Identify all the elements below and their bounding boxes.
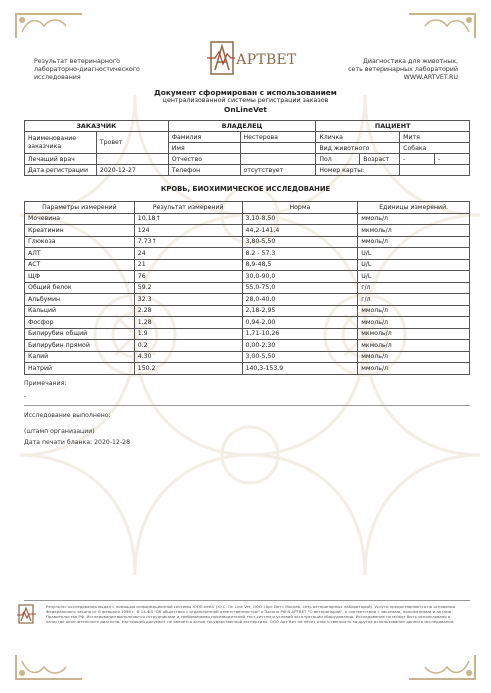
cell-unit: U/L	[358, 259, 470, 271]
cell-unit: ммоль/л	[358, 236, 470, 248]
surname-label: Фамилия	[168, 132, 240, 143]
cell-unit: ммоль/л	[358, 351, 470, 363]
header-left-caption	[34, 58, 174, 82]
name-value	[240, 143, 316, 154]
header-left-line: Результат ветеринарного	[34, 58, 120, 65]
system-brand: OnLineVet	[224, 105, 267, 114]
customer-name-value: Тровет	[96, 132, 168, 154]
customer-header: ЗАКАЗЧИК	[25, 121, 169, 132]
cell-result: 59.2	[134, 282, 242, 294]
corner-ornament-bottom-left	[14, 653, 84, 681]
cell-result: 124	[134, 225, 242, 237]
cell-unit: ммоль/л	[358, 363, 470, 375]
cell-param: Общий белок	[25, 282, 135, 294]
cell-param: АСТ	[25, 259, 135, 271]
owner-header: ВЛАДЕЛЕЦ	[168, 121, 316, 132]
cell-param: АЛТ	[25, 248, 135, 260]
cell-result: 7.73↑	[134, 236, 242, 248]
nickname-label: Кличка	[316, 132, 400, 143]
cell-norm: 1,71-10,26	[242, 328, 358, 340]
cell-param: Мочевина	[25, 213, 135, 225]
header-right-caption	[318, 58, 458, 82]
cell-result: 0.2	[134, 340, 242, 352]
results-table	[24, 201, 470, 375]
cell-norm: 3,10-8,50	[242, 213, 358, 225]
table-row	[25, 340, 470, 352]
cell-norm: 8,9-48,5	[242, 259, 358, 271]
nickname-value: Митя	[400, 132, 470, 143]
cell-unit: мкмоль/л	[358, 340, 470, 352]
cell-norm: 2,18-2,95	[242, 305, 358, 317]
cell-unit: U/L	[358, 248, 470, 260]
cell-norm: 28,0-40,0	[242, 294, 358, 306]
footer-logo-icon	[16, 603, 40, 625]
species-value: Собака	[400, 143, 470, 154]
cell-result: 2.28	[134, 305, 242, 317]
reg-date-value: 2020-12-27	[96, 165, 168, 176]
logo-wordmark: АРТВЕТ	[236, 52, 297, 68]
cell-result: 76	[134, 271, 242, 283]
cell-result: 32.3	[134, 294, 242, 306]
cell-param: Натрий	[25, 363, 135, 375]
reg-date-label: Дата регистрации	[25, 165, 97, 176]
table-row	[25, 248, 470, 260]
cell-param: Калий	[25, 351, 135, 363]
table-row	[25, 236, 470, 248]
card-label: Номер карты:	[316, 165, 400, 176]
table-row	[25, 328, 470, 340]
table-row	[25, 305, 470, 317]
table-row	[25, 317, 470, 329]
cell-norm: 8.2 - 57.3	[242, 248, 358, 260]
results-body	[25, 213, 470, 374]
surname-value: Нестерова	[240, 132, 316, 143]
cell-norm: 140,3-153,9	[242, 363, 358, 375]
card-value	[400, 165, 470, 176]
cell-unit: г/л	[358, 294, 470, 306]
cell-param: ЩФ	[25, 271, 135, 283]
column-header: Параметры измерений	[25, 202, 135, 214]
corner-ornament-bottom-right	[407, 653, 477, 681]
divider	[24, 405, 470, 406]
phone-label: Телефон	[168, 165, 240, 176]
remarks-value: -	[24, 393, 27, 400]
header-left-line: лабораторно-диагностического	[34, 66, 140, 73]
table-row	[25, 363, 470, 375]
cell-norm: 30,0-90,0	[242, 271, 358, 283]
cell-unit: ммоль/л	[358, 317, 470, 329]
table-row	[25, 259, 470, 271]
footer-divider	[24, 600, 470, 601]
column-header: Норма	[242, 202, 358, 214]
cell-param: Глюкоза	[25, 236, 135, 248]
cell-result: 150.2	[134, 363, 242, 375]
cell-param: Билирубин общий	[25, 328, 135, 340]
cell-result: 4.30	[134, 351, 242, 363]
sex-label: Пол	[316, 154, 360, 165]
cell-result: 1.9	[134, 328, 242, 340]
print-date: Дата печати бланка: 2020-12-28	[24, 439, 131, 446]
patronymic-value	[240, 154, 316, 165]
cell-norm: 0,00-2,30	[242, 340, 358, 352]
document-title: Документ сформирован с использованием	[154, 88, 337, 97]
cell-result: 21	[134, 259, 242, 271]
cell-unit: мкмоль/л	[358, 328, 470, 340]
table-row	[25, 351, 470, 363]
website-link[interactable]: WWW.ARTVET.RU	[403, 74, 458, 81]
document-subtitle: централизованной системы регистрации заказов	[162, 97, 329, 104]
remarks-label: Примечания:	[24, 380, 67, 387]
table-row	[25, 294, 470, 306]
cell-norm: 44,2-141,4	[242, 225, 358, 237]
table-row	[25, 213, 470, 225]
sex-value: -	[400, 154, 435, 165]
header-right-line: Диагностика для животных,	[362, 58, 458, 65]
cell-norm: 3,00-5,50	[242, 351, 358, 363]
species-label: Вид животного	[316, 143, 400, 154]
customer-name-label: Наименование заказчика	[25, 132, 97, 154]
stamp-label: (штамп организации)	[24, 428, 95, 435]
done-label: Исследование выполнено:	[24, 412, 111, 419]
cell-norm: 55,0-75,0	[242, 282, 358, 294]
patient-header: ПАЦИЕНТ	[316, 121, 470, 132]
cell-norm: 3,80-5,50	[242, 236, 358, 248]
header-left-line: исследования	[34, 74, 81, 81]
patronymic-label: Отчество	[168, 154, 240, 165]
age-value: -	[435, 154, 470, 165]
cell-unit: мкмоль/л	[358, 225, 470, 237]
column-header: Единицы измерений.	[358, 202, 470, 214]
footer-disclaimer: Результат исследования выдан с помощью информационной системы ЮЛЛ.netLV (Ю.С. On Line Vet, ООО «Арт Вет» Москва, сеть ветеринарных лабораторий). Услуги предоставляются на основании Федерального закона от 8 февраля 1998 г. N 14-ФЗ "Об обществах с ограниченной ответственностью" и Закона РФ N АРТВЕТ "О ветеринарии", в соответствии с законами, положениями и актами Правительства РФ. Исследования выполняются сотрудниками и требованиями производителей тест-систем и условий эксплуатации оборудования. Исследование не может быть использовано в качестве окончательного диагноза. Настоящий документ не является актом государственной экспертизы. ООО Арт Вет не несет ответственность за другое использование данного исследования.	[46, 604, 456, 624]
cell-param: Фосфор	[25, 317, 135, 329]
cell-result: 24	[134, 248, 242, 260]
cell-norm: 0,94-2,00	[242, 317, 358, 329]
cell-result: 1.28	[134, 317, 242, 329]
cell-unit: ммоль/л	[358, 213, 470, 225]
header-right-line: сеть ветеринарных лабораторий	[348, 66, 458, 73]
order-info-table	[24, 120, 470, 176]
age-label: Возраст	[360, 154, 400, 165]
cell-result: 10.18↑	[134, 213, 242, 225]
doctor-label: Лечащий врач	[25, 154, 97, 165]
table-row	[25, 225, 470, 237]
cell-unit: U/L	[358, 271, 470, 283]
cell-unit: г/л	[358, 282, 470, 294]
cell-param: Билирубин прямой	[25, 340, 135, 352]
cell-param: Креатинин	[25, 225, 135, 237]
section-title: КРОВЬ, БИОХИМИЧЕСКОЕ ИССЛЕДОВАНИЕ	[160, 185, 331, 193]
name-label: Имя	[168, 143, 240, 154]
doctor-value	[96, 154, 168, 165]
cell-param: Кальций	[25, 305, 135, 317]
corner-ornament-top-right	[407, 12, 477, 40]
corner-ornament-top-left	[14, 12, 84, 40]
cell-unit: ммоль/л	[358, 305, 470, 317]
column-header: Результат измерений	[134, 202, 242, 214]
table-row	[25, 271, 470, 283]
table-row	[25, 282, 470, 294]
phone-value: отсутствует	[240, 165, 316, 176]
cell-param: Альбумин	[25, 294, 135, 306]
